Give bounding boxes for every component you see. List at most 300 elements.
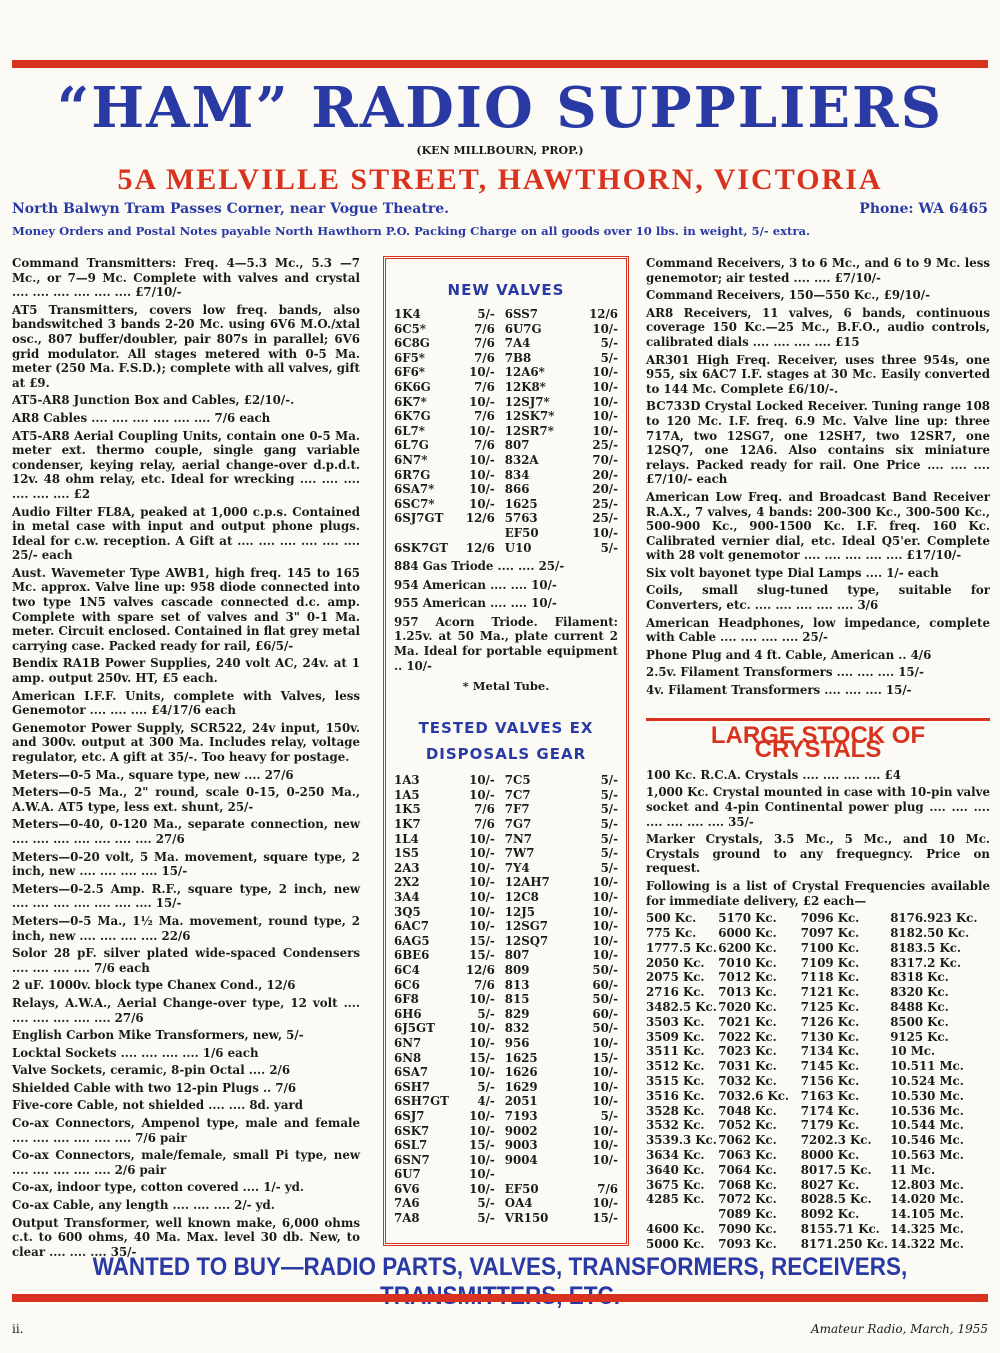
frequency-cell: 7134 Kc.	[800, 1044, 860, 1059]
valve-type: 815	[504, 992, 530, 1007]
right-column-item: AR8 Receivers, 11 valves, 6 bands, continuous coverage 150 Kc.—25 Mc., B.F.O., audio controls, calibrated dials .... .... .... .... £15	[646, 305, 990, 349]
valve-row	[394, 307, 618, 322]
right-column-item: 2.5v. Filament Transformers .... .... .... 15/-	[646, 665, 924, 680]
frequency-cell: 7089 Kc.	[718, 1207, 777, 1222]
valve-type: 807	[504, 948, 530, 963]
bottom-red-rule	[12, 1294, 988, 1302]
frequency-cell: 7032.6 Kc.	[718, 1088, 790, 1103]
valve-type: EF50	[504, 525, 539, 540]
valve-price: 10/-	[469, 1035, 495, 1050]
valve-row	[394, 468, 618, 483]
frequency-cell: 8176.923 Kc.	[890, 911, 978, 926]
valve-price: 4/-	[477, 1094, 495, 1109]
valve-type: 6C5*	[394, 321, 426, 336]
left-column-item: Solor 28 pF. silver plated wide-spaced Condensers .... .... .... .... 7/6 each	[12, 946, 360, 975]
valve-row	[394, 351, 618, 366]
frequency-cell: 8182.50 Kc.	[890, 925, 970, 940]
right-items	[646, 256, 990, 698]
left-column-item: Meters—0-5 Ma., 2" round, scale 0-15, 0-250 Ma., A.W.A. AT5 type, less ext. shunt, 25/-	[12, 785, 360, 814]
valve-type: 6AG5	[394, 933, 430, 948]
frequency-row	[646, 1089, 990, 1104]
valve-price: 50/-	[592, 1021, 618, 1036]
valve-type: 829	[504, 1006, 530, 1021]
valve-price	[450, 526, 495, 541]
valve-price: 60/-	[592, 977, 618, 992]
valve-price: 10/-	[592, 1123, 618, 1138]
left-column-item: Bendix RA1B Power Supplies, 240 volt AC, 24v. at 1 amp. output 250v. HT, £5 each.	[12, 656, 360, 686]
valve-type: 1A3	[394, 773, 420, 788]
valve-type: 1S5	[394, 846, 419, 861]
proprietor-line: (KEN MILLBOURN, PROP.)	[416, 144, 584, 157]
valve-type: 1L4	[394, 831, 419, 846]
left-column-item: American I.F.F. Units, complete with Valves, less Genemotor .... .... .... £4/17/6 each	[12, 688, 360, 718]
valve-type: 6SJ7	[394, 1108, 425, 1123]
frequency-cell: 10.563 Mc.	[890, 1147, 964, 1162]
page-title: “HAM” RADIO SUPPLIERS	[56, 75, 944, 141]
frequency-cell: 3503 Kc.	[646, 1014, 705, 1029]
left-column-item: Shielded Cable with two 12-pin Plugs .. 7/6	[12, 1080, 297, 1095]
left-column-item: Five-core Cable, not shielded .... .... 8d. yard	[12, 1098, 303, 1113]
valve-type: 12A6*	[504, 365, 545, 380]
frequency-cell: 7048 Kc.	[718, 1103, 777, 1118]
valve-row	[394, 1167, 618, 1182]
left-column-item: Meters—0-20 volt, 5 Ma. movement, square type, 2 inch, new .... .... .... .... 15/-	[12, 849, 360, 879]
valve-row	[394, 336, 618, 351]
valve-row	[394, 948, 618, 963]
frequency-cell: 7064 Kc.	[718, 1162, 777, 1177]
valve-type: 6U7G	[504, 321, 542, 336]
frequency-cell: 8320 Kc.	[890, 985, 949, 1000]
valve-price: 10/-	[592, 1035, 618, 1050]
valve-row	[394, 817, 618, 832]
left-column-item: English Carbon Mike Transformers, new, 5/-	[12, 1028, 304, 1043]
valve-price: 10/-	[469, 452, 495, 467]
valve-price: 10/-	[592, 948, 618, 963]
frequency-row	[646, 1104, 990, 1119]
frequency-cell: 14.105 Mc.	[890, 1207, 964, 1222]
valve-type: 1K7	[394, 817, 421, 832]
frequency-cell: 7156 Kc.	[800, 1073, 860, 1088]
valve-price: 12/6	[465, 540, 495, 555]
right-column-item: 4v. Filament Transformers .... .... .... 15/-	[646, 683, 912, 698]
valve-type: 6C6	[394, 977, 420, 992]
valve-price: 10/-	[592, 1138, 618, 1153]
tested-valves-heading-1: TESTED VALVES EX	[418, 719, 594, 738]
frequency-row	[646, 911, 990, 926]
valve-row	[394, 511, 618, 526]
left-listings-column	[12, 256, 360, 1262]
frequency-row	[646, 956, 990, 971]
valve-type: 6L7G	[394, 438, 429, 453]
frequency-row	[646, 1074, 990, 1089]
valve-price: 10/-	[592, 321, 618, 336]
valve-price: 7/6	[474, 321, 495, 336]
frequency-cell: 8317.2 Kc.	[890, 955, 962, 970]
valve-price: 10/-	[469, 787, 495, 802]
valve-price: 5/-	[477, 307, 495, 321]
valve-type: 6SJ7GT	[394, 511, 444, 526]
left-column-item: Co-ax, indoor type, cotton covered .... 1/- yd.	[12, 1180, 304, 1195]
valve-type: 7C7	[504, 787, 531, 802]
frequency-cell: 3509 Kc.	[646, 1029, 705, 1044]
valve-price: 5/-	[600, 1108, 618, 1123]
valve-price: 25/-	[592, 438, 618, 453]
left-column-item: AT5 Transmitters, covers low freq. bands, also bandswitched 3 bands 2-20 Mc. using 6V6 M.O./xtal osc., 807 buffer/doubler, pair 807s in parallel; 6V6 grid modulator. All stages metered with 0-5 Ma. meter (250 Ma. F.S.D.); complete with all valves, gift at £9.	[12, 302, 360, 390]
valve-price: 10/-	[469, 875, 495, 890]
frequency-row	[646, 970, 990, 985]
valve-type: 1625	[504, 1050, 538, 1065]
valve-type: 6SH7GT	[394, 1094, 449, 1109]
valve-type: 7F7	[504, 802, 530, 817]
left-column-item: Command Transmitters: Freq. 4—5.3 Mc., 5.3 —7 Mc., or 7—9 Mc. Complete with valves and crystal .... .... .... .... .... .... £7/10/-	[12, 256, 360, 300]
valve-price: 5/-	[600, 831, 618, 846]
valve-type: 12SG7	[504, 919, 549, 934]
valve-type: OA4	[504, 1196, 533, 1211]
valve-row	[394, 482, 618, 497]
valve-price: 15/-	[469, 933, 495, 948]
valve-type: 834	[504, 467, 530, 482]
valve-type: 6K6G	[394, 379, 431, 394]
valve-type: 12SR7*	[504, 423, 554, 438]
valve-row	[394, 919, 618, 934]
frequency-cell: 7090 Kc.	[718, 1221, 777, 1236]
frequency-row	[646, 1059, 990, 1074]
frequency-cell: 7068 Kc.	[718, 1177, 777, 1192]
right-column-item: Phone Plug and 4 ft. Cable, American .. 4/6	[646, 647, 932, 662]
valve-price: 12/6	[589, 307, 618, 321]
frequency-cell: 7163 Kc.	[800, 1088, 860, 1103]
valve-price: 15/-	[592, 1050, 618, 1065]
valve-type: 3Q5	[394, 904, 421, 919]
frequency-row	[646, 1044, 990, 1059]
valve-row	[394, 526, 618, 541]
frequency-row	[646, 1192, 990, 1207]
frequency-cell: 10.536 Mc.	[890, 1103, 964, 1118]
left-column-item: Co-ax Connectors, Ampenol type, male and female .... .... .... .... .... .... 7/6 pair	[12, 1116, 360, 1145]
valve-type: 6BE6	[394, 948, 430, 963]
left-column-item: Locktal Sockets .... .... .... .... 1/6 each	[12, 1045, 259, 1060]
tested-valves-table	[394, 773, 618, 1225]
frequency-cell: 7022 Kc.	[718, 1029, 777, 1044]
wanted-banner: WANTED TO BUY—RADIO PARTS, VALVES, TRANSFORMERS, RECEIVERS,	[92, 1253, 908, 1281]
frequency-cell: 14.325 Mc.	[890, 1221, 964, 1236]
valve-row	[394, 1007, 618, 1022]
right-listings-column	[646, 256, 990, 1251]
valve-price: 10/-	[592, 423, 618, 438]
frequency-cell: 7121 Kc.	[800, 985, 860, 1000]
frequency-cell: 6200 Kc.	[718, 940, 777, 955]
valve-price: 10/-	[592, 1094, 618, 1109]
left-column-item: Meters—0-5 Ma., square type, new .... 27/6	[12, 767, 294, 782]
valve-row	[394, 890, 618, 905]
valve-type: 12K8*	[504, 379, 546, 394]
frequency-cell: 4600 Kc.	[646, 1221, 705, 1236]
valve-row	[394, 395, 618, 410]
valve-type: U10	[504, 540, 532, 555]
frequency-cell: 7096 Kc.	[800, 911, 860, 926]
valve-row	[394, 1211, 618, 1226]
valve-row	[394, 802, 618, 817]
crystal-item: Following is a list of Crystal Frequencies available for immediate delivery, £2 each—	[646, 878, 990, 908]
valve-price: 10/-	[469, 992, 495, 1007]
frequency-cell: 8318 Kc.	[890, 970, 949, 985]
valve-row	[394, 1196, 618, 1211]
frequency-cell: 2716 Kc.	[646, 985, 705, 1000]
frequency-cell	[646, 1207, 718, 1222]
frequency-cell: 10.544 Mc.	[890, 1118, 964, 1133]
valve-row	[394, 1065, 618, 1080]
valve-row	[394, 875, 618, 890]
frequency-cell: 3511 Kc.	[646, 1044, 705, 1059]
valve-type: 7C5	[504, 773, 531, 788]
valve-price: 5/-	[477, 1079, 495, 1094]
new-valves-extra-item: 957 Acorn Triode. Filament: 1.25v. at 50 Ma., plate current 2 Ma. Ideal for portable equipment .. 10/-	[394, 614, 618, 673]
valve-price: 5/-	[600, 540, 618, 555]
left-column-item: Co-ax Connectors, male/female, small Pi type, new .... .... .... .... .... 2/6 pair	[12, 1148, 360, 1177]
valve-price: 7/6	[474, 409, 495, 424]
crystals-heading: LARGE STOCK OF CRYSTALS	[646, 718, 990, 758]
frequency-cell: 7032 Kc.	[718, 1073, 777, 1088]
valve-price: 10/-	[469, 890, 495, 904]
valve-type: 7A6	[394, 1196, 420, 1211]
valve-price: 5/-	[600, 860, 618, 875]
valve-type: 2051	[504, 1094, 538, 1109]
valve-type: 7A4	[504, 336, 531, 351]
right-column-item: AR301 High Freq. Receiver, uses three 954s, one 955, six 6AC7 I.F. stages at 30 Mc. Easily converted to 144 Mc. Complete £6/10/-.	[646, 352, 990, 396]
valve-price: 10/-	[469, 1123, 495, 1138]
frequency-row	[646, 1015, 990, 1030]
frequency-cell: 1777.5 Kc.	[646, 940, 717, 955]
frequency-cell: 9125 Kc.	[890, 1029, 949, 1044]
valve-price: 10/-	[592, 933, 618, 948]
frequency-cell: 7072 Kc.	[718, 1192, 777, 1207]
valve-price: 5/-	[477, 1196, 495, 1211]
valve-price: 12/6	[465, 511, 495, 526]
valve-row	[394, 380, 618, 395]
valve-price: 10/-	[469, 467, 495, 482]
right-column-item: American Low Freq. and Broadcast Band Receiver R.A.X., 7 valves, 4 bands: 200-300 Kc., 300-500 Kc., 500-900 Kc., 900-1500 Kc. I.F. freq. 160 Kc. Calibrated vernier dial, etc. Ideal Q5'er. Complete with 28 volt genemotor .... .... .... .... .... £17/10/-	[646, 489, 990, 563]
frequency-row	[646, 1118, 990, 1133]
valve-row	[394, 1021, 618, 1036]
valve-price: 10/-	[592, 1065, 618, 1080]
valve-type: 1626	[504, 1065, 538, 1080]
valve-price: 20/-	[592, 482, 618, 497]
left-column-item: Valve Sockets, ceramic, 8-pin Octal .... 2/6	[12, 1063, 291, 1078]
valve-type: 12J5	[504, 904, 536, 919]
valve-type: 6F6*	[394, 365, 425, 380]
valve-row	[394, 846, 618, 861]
valve-type: 6C8G	[394, 336, 430, 351]
frequency-cell: 3512 Kc.	[646, 1059, 705, 1074]
valve-price: 10/-	[592, 365, 618, 380]
crystal-item: 100 Kc. R.C.A. Crystals .... .... .... .... £4	[646, 767, 901, 782]
valve-row	[394, 453, 618, 468]
valve-type: 3A4	[394, 890, 420, 904]
frequency-cell: 500 Kc.	[646, 911, 697, 926]
valve-price: 25/-	[592, 496, 618, 511]
valve-type: 6F8	[394, 992, 419, 1007]
left-column-item: AT5-AR8 Junction Box and Cables, £2/10/-.	[12, 393, 295, 408]
frequency-cell: 3528 Kc.	[646, 1103, 705, 1118]
top-red-rule	[12, 60, 988, 68]
valve-type: 6SS7	[504, 307, 538, 321]
valve-price: 5/-	[600, 773, 618, 788]
valve-price: 10/-	[469, 860, 495, 875]
frequency-row	[646, 926, 990, 941]
valve-price: 5/-	[600, 846, 618, 861]
valve-type: 6K7G	[394, 409, 431, 424]
valve-row	[394, 1080, 618, 1095]
valve-price: 10/-	[592, 1152, 618, 1167]
valve-price: 10/-	[592, 1079, 618, 1094]
valve-price: 10/-	[592, 1196, 618, 1211]
right-column-item: Command Receivers, 3 to 6 Mc., and 6 to 9 Mc. less genemotor; air tested .... .... £7/10/-	[646, 256, 990, 285]
frequency-cell: 8183.5 Kc.	[890, 940, 962, 955]
valve-price: 5/-	[600, 802, 618, 817]
frequency-cell: 8500 Kc.	[890, 1014, 949, 1029]
publication-footer: Amateur Radio, March, 1955	[810, 1322, 988, 1336]
valve-price: 10/-	[592, 875, 618, 890]
frequency-cell: 7063 Kc.	[718, 1147, 777, 1162]
valve-price: 7/6	[474, 977, 495, 992]
frequency-cell: 7145 Kc.	[800, 1059, 860, 1074]
frequency-cell: 7010 Kc.	[718, 955, 777, 970]
valve-row	[394, 322, 618, 337]
frequency-cell: 3640 Kc.	[646, 1162, 705, 1177]
frequency-cell: 3532 Kc.	[646, 1118, 705, 1133]
valve-type: 6V6	[394, 1181, 420, 1196]
valve-type: 9004	[504, 1152, 538, 1167]
frequency-cell: 7012 Kc.	[718, 970, 777, 985]
valve-type: 1K4	[394, 307, 421, 321]
valve-type: 6SK7	[394, 1123, 430, 1138]
valve-type: 866	[504, 482, 530, 497]
valve-price: 10/-	[469, 394, 495, 409]
valve-row	[394, 832, 618, 847]
valve-row	[394, 963, 618, 978]
valve-type: 6SL7	[394, 1138, 428, 1153]
frequency-cell: 5170 Kc.	[718, 911, 777, 926]
valve-price: 10/-	[469, 773, 495, 788]
valve-price: 10/-	[469, 904, 495, 919]
valve-row	[394, 438, 618, 453]
frequency-cell: 10.524 Mc.	[890, 1073, 964, 1088]
frequency-cell: 7031 Kc.	[718, 1059, 777, 1074]
frequency-cell: 7126 Kc.	[800, 1014, 860, 1029]
valve-price: 10/-	[469, 1152, 495, 1167]
valve-type: 6U7	[394, 1167, 421, 1182]
valve-price: 10/-	[469, 919, 495, 934]
valve-row	[394, 1109, 618, 1124]
crystal-items	[646, 768, 990, 908]
valve-type: 12AH7	[504, 875, 550, 890]
valve-type: 809	[504, 962, 530, 977]
frequency-cell: 8017.5 Kc.	[800, 1162, 872, 1177]
valve-type: 7G7	[504, 817, 532, 832]
valve-type: 6H6	[394, 1006, 422, 1021]
frequency-cell: 7020 Kc.	[718, 999, 777, 1014]
valve-price: 10/-	[469, 1181, 495, 1196]
valve-price: 10/-	[469, 1108, 495, 1123]
new-valves-extra-item: 954 American .... .... 10/-	[394, 577, 557, 592]
frequency-cell: 775 Kc.	[646, 925, 697, 940]
valve-type: 2X2	[394, 875, 420, 890]
left-column-item: Aust. Wavemeter Type AWB1, high freq. 145 to 165 Mc. approx. Valve line up: 958 diode connected into two type 1N5 valves cascade connected d.c. amp. Complete with spare set of valves and 3" 0-1 Ma. meter. Circuit enclosed. Contained in flat grey metal carrying case. Packed ready for rail, £6/5/-	[12, 565, 360, 653]
valve-row	[394, 1138, 618, 1153]
frequency-row	[646, 1222, 990, 1237]
phone-number: Phone: WA 6465	[859, 201, 988, 217]
valve-price: 15/-	[469, 1138, 495, 1153]
valve-price: 7/6	[597, 1181, 618, 1196]
valve-price: 10/-	[469, 831, 495, 846]
valve-type: 7193	[504, 1108, 538, 1123]
valve-price: 10/-	[592, 919, 618, 934]
valve-price: 5/-	[600, 787, 618, 802]
valve-row	[394, 1051, 618, 1066]
left-column-item: Co-ax Cable, any length .... .... .... 2/- yd.	[12, 1198, 275, 1213]
frequency-cell: 8092 Kc.	[800, 1207, 860, 1222]
frequency-row	[646, 1133, 990, 1148]
valve-price: 5/-	[600, 817, 618, 832]
valve-price: 7/6	[474, 817, 495, 832]
valve-type: 6J5GT	[394, 1021, 435, 1036]
valve-row	[394, 788, 618, 803]
frequency-cell: 7125 Kc.	[800, 999, 860, 1014]
frequency-cell: 14.020 Mc.	[890, 1192, 964, 1207]
valve-type: 5763	[504, 511, 538, 526]
frequency-cell: 7100 Kc.	[800, 940, 860, 955]
valve-type: 12SK7*	[504, 409, 555, 424]
valve-price: 15/-	[469, 1050, 495, 1065]
left-column-item: AR8 Cables .... .... .... .... .... .... 7/6 each	[12, 410, 271, 425]
valve-row	[394, 409, 618, 424]
right-column-item: American Headphones, low impedance, complete with Cable .... .... .... .... 25/-	[646, 615, 990, 645]
valve-type: 813	[504, 977, 530, 992]
frequency-cell: 7174 Kc.	[800, 1103, 860, 1118]
crystal-item: Marker Crystals, 3.5 Mc., 5 Mc., and 10 Mc. Crystals ground to any frequegncy. Price on request.	[646, 832, 990, 876]
valve-type: EF50	[504, 1181, 539, 1196]
valve-price	[569, 1167, 618, 1182]
valve-price: 70/-	[592, 452, 618, 467]
frequency-cell: 8000 Kc.	[800, 1147, 860, 1162]
valve-price: 10/-	[469, 846, 495, 861]
new-valves-heading: NEW VALVES	[447, 281, 565, 299]
frequency-row	[646, 1207, 990, 1222]
payment-note: Money Orders and Postal Notes payable North Hawthorn P.O. Packing Charge on all goods over 10 lbs. in weight, 5/- extra.	[12, 224, 811, 238]
valve-type: 6SH7	[394, 1079, 431, 1094]
tram-note: North Balwyn Tram Passes Corner, near Vogue Theatre.	[12, 201, 449, 217]
valve-price: 7/6	[474, 802, 495, 817]
frequency-row	[646, 1178, 990, 1193]
valve-row	[394, 1094, 618, 1109]
frequency-cell: 7118 Kc.	[800, 970, 860, 985]
new-valves-extra-item: 884 Gas Triode .... .... 25/-	[394, 559, 565, 574]
frequency-cell: 4285 Kc.	[646, 1192, 705, 1207]
valve-type: 1629	[504, 1079, 538, 1094]
valve-type: 807	[504, 438, 530, 453]
valve-price: 10/-	[469, 1065, 495, 1080]
valve-price: 10/-	[469, 496, 495, 511]
crystal-frequency-table	[646, 911, 990, 1251]
valve-type: 832	[504, 1021, 530, 1036]
valve-row	[394, 1124, 618, 1139]
valve-type: 6SA7	[394, 1065, 429, 1080]
valve-price: 5/-	[600, 350, 618, 365]
frequency-cell: 7023 Kc.	[718, 1044, 777, 1059]
valve-row	[394, 905, 618, 920]
frequency-row	[646, 1237, 990, 1252]
valve-type: 6SC7*	[394, 496, 435, 511]
